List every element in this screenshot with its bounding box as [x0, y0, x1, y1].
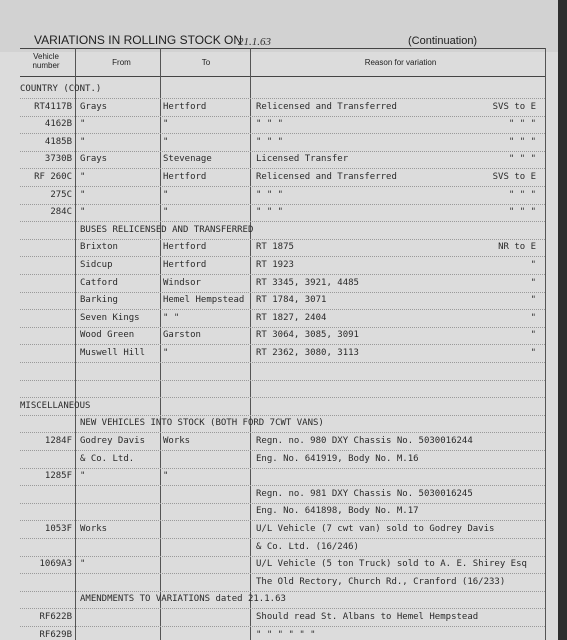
table-row [20, 538, 545, 557]
from-depot: " [80, 172, 86, 182]
vehicle-number: RT4117B [34, 101, 72, 112]
from-depot: " [80, 136, 86, 147]
from-depot: Godrey Davis [80, 436, 146, 446]
table-row [20, 115, 545, 134]
reason-text: RT 3064, 3085, 3091 [256, 330, 359, 341]
table-row [20, 326, 545, 345]
vehicle-number: RF629B [39, 629, 72, 640]
document-date: 21.1.63 [238, 36, 271, 48]
reason-text: " " " [256, 119, 284, 130]
from-depot: & Co. Ltd. [80, 453, 135, 464]
reason-text: Eng. No. 641898, Body No. M.17 [256, 506, 419, 517]
table-row [20, 414, 545, 433]
transfer-code: " [530, 330, 536, 341]
from-depot: Brixton [80, 242, 118, 253]
table-row [20, 221, 545, 240]
reason-text: " " " [256, 207, 284, 218]
vehicle-number: 284C [50, 207, 72, 218]
transfer-code: " [530, 260, 536, 270]
table-row [20, 291, 545, 310]
vehicle-number: 3730B [44, 154, 72, 165]
vehicle-number: 275C [50, 189, 72, 200]
table-row [20, 362, 545, 381]
table-row [20, 98, 545, 117]
transfer-code: " [530, 277, 536, 288]
page-edge-shadow [558, 0, 567, 640]
reason-text: Relicensed and Transferred [256, 101, 397, 112]
table-row [20, 502, 545, 521]
table-row [20, 80, 545, 99]
table-row [20, 608, 545, 627]
reason-text: RT 1827, 2404 [256, 312, 327, 323]
header-bottom-rule [20, 76, 545, 77]
column-divider [545, 48, 546, 640]
from-depot: Grays [80, 154, 108, 165]
reason-text: " " " [256, 189, 284, 200]
transfer-code: " " " [508, 136, 536, 147]
to-depot: Hemel Hempstead [163, 295, 245, 306]
reason-text: Regn. no. 981 DXY Chassis No. 5030016245 [256, 488, 473, 499]
transfer-code: " [530, 348, 536, 358]
vehicle-number: COUNTRY (CONT.) [20, 84, 102, 94]
column-header-vehicle: Vehicle number [32, 52, 60, 70]
reason-text: Should read St. Albans to Hemel Hempstead [256, 612, 479, 622]
to-depot: Hertford [163, 172, 207, 182]
from-depot: NEW VEHICLES INTO STOCK (BOTH FORD 7CWT VANS) [80, 418, 324, 429]
reason-text: RT 2362, 3080, 3113 [256, 348, 359, 358]
transfer-code: NR to E [498, 242, 536, 253]
table-row [20, 344, 545, 363]
to-depot: " [163, 136, 169, 147]
continuation-label: (Continuation) [408, 35, 478, 47]
reason-text: RT 1875 [256, 242, 294, 253]
vehicle-number: 4185B [44, 136, 72, 147]
from-depot: " [80, 119, 86, 130]
table-row [20, 467, 545, 486]
to-depot: " [163, 207, 169, 218]
vehicle-number: RF622B [39, 612, 72, 622]
from-depot: Grays [80, 101, 108, 112]
to-depot: Garston [163, 330, 201, 341]
vehicle-number: 1069A3 [39, 559, 72, 570]
reason-text: & Co. Ltd. (16/246) [256, 541, 359, 552]
table-row [20, 133, 545, 152]
from-depot: Works [80, 524, 108, 534]
table-row [20, 573, 545, 592]
document-title: VARIATIONS IN ROLLING STOCK ON [34, 33, 243, 47]
reason-text: Regn. no. 980 DXY Chassis No. 5030016244 [256, 436, 473, 446]
table-row [20, 626, 545, 640]
from-depot: " [80, 471, 86, 482]
table-row [20, 520, 545, 539]
vehicle-number: 4162B [44, 119, 72, 130]
from-depot: " [80, 559, 86, 570]
to-depot: " [163, 348, 169, 358]
column-header-from: From [112, 58, 131, 67]
to-depot: Hertford [163, 242, 207, 253]
table-row [20, 274, 545, 293]
transfer-code: " " " [508, 119, 536, 130]
reason-text: Eng. No. 641919, Body No. M.16 [256, 453, 419, 464]
from-depot: AMENDMENTS TO VARIATIONS dated 21.1.63 [80, 594, 286, 605]
table-row [20, 590, 545, 609]
vehicle-number: 1053F [44, 524, 72, 534]
transfer-code: " " " [508, 189, 536, 200]
to-depot: Windsor [163, 277, 201, 288]
reason-text: The Old Rectory, Church Rd., Cranford (16/233) [256, 576, 506, 587]
reason-text: U/L Vehicle (7 cwt van) sold to Godrey Davis [256, 524, 495, 534]
reason-text: RT 1784, 3071 [256, 295, 327, 306]
column-header-to: To [201, 58, 211, 67]
transfer-code: " [530, 295, 536, 306]
transfer-code: " " " [508, 154, 536, 165]
vehicle-number: 1285F [44, 471, 72, 482]
table-row [20, 397, 545, 416]
from-depot: " [80, 207, 86, 218]
to-depot: " " [163, 312, 180, 323]
header-top-rule [20, 48, 545, 49]
table-row [20, 256, 545, 275]
reason-text: Licensed Transfer [256, 154, 349, 165]
vehicle-number: RF 260C [34, 172, 72, 182]
from-depot: Wood Green [80, 330, 135, 341]
to-depot: Hertford [163, 101, 207, 112]
table-row [20, 186, 545, 205]
from-depot: Sidcup [80, 260, 113, 270]
from-depot: Barking [80, 295, 118, 306]
reason-text: " " " " " " [256, 629, 316, 640]
reason-text: U/L Vehicle (5 ton Truck) sold to A. E. Shirey Esq [256, 559, 527, 570]
from-depot: Catford [80, 277, 118, 288]
column-header-reason: Reason for variation [364, 58, 437, 67]
to-depot: Hertford [163, 260, 207, 270]
table-row [20, 150, 545, 169]
table-row [20, 379, 545, 398]
from-depot: Seven Kings [80, 312, 140, 323]
transfer-code: SVS to E [492, 172, 536, 182]
to-depot: " [163, 119, 169, 130]
transfer-code: " [530, 312, 536, 323]
reason-text: RT 1923 [256, 260, 294, 270]
table-row [20, 168, 545, 187]
table-row [20, 203, 545, 222]
table-row [20, 555, 545, 574]
table-row [20, 450, 545, 469]
to-depot: " [163, 471, 169, 482]
table-row [20, 309, 545, 328]
from-depot: BUSES RELICENSED AND TRANSFERRED [80, 224, 254, 235]
reason-text: RT 3345, 3921, 4485 [256, 277, 359, 288]
transfer-code: " " " [508, 207, 536, 218]
from-depot: " [80, 189, 86, 200]
table-row [20, 432, 545, 451]
transfer-code: SVS to E [492, 101, 536, 112]
reason-text: Relicensed and Transferred [256, 172, 397, 182]
to-depot: " [163, 189, 169, 200]
reason-text: " " " [256, 136, 284, 147]
vehicle-number: 1284F [44, 436, 72, 446]
to-depot: Works [163, 436, 191, 446]
table-row [20, 485, 545, 504]
table-row [20, 238, 545, 257]
to-depot: Stevenage [163, 154, 212, 165]
from-depot: Muswell Hill [80, 348, 146, 358]
vehicle-number: MISCELLANEOUS [20, 400, 91, 411]
